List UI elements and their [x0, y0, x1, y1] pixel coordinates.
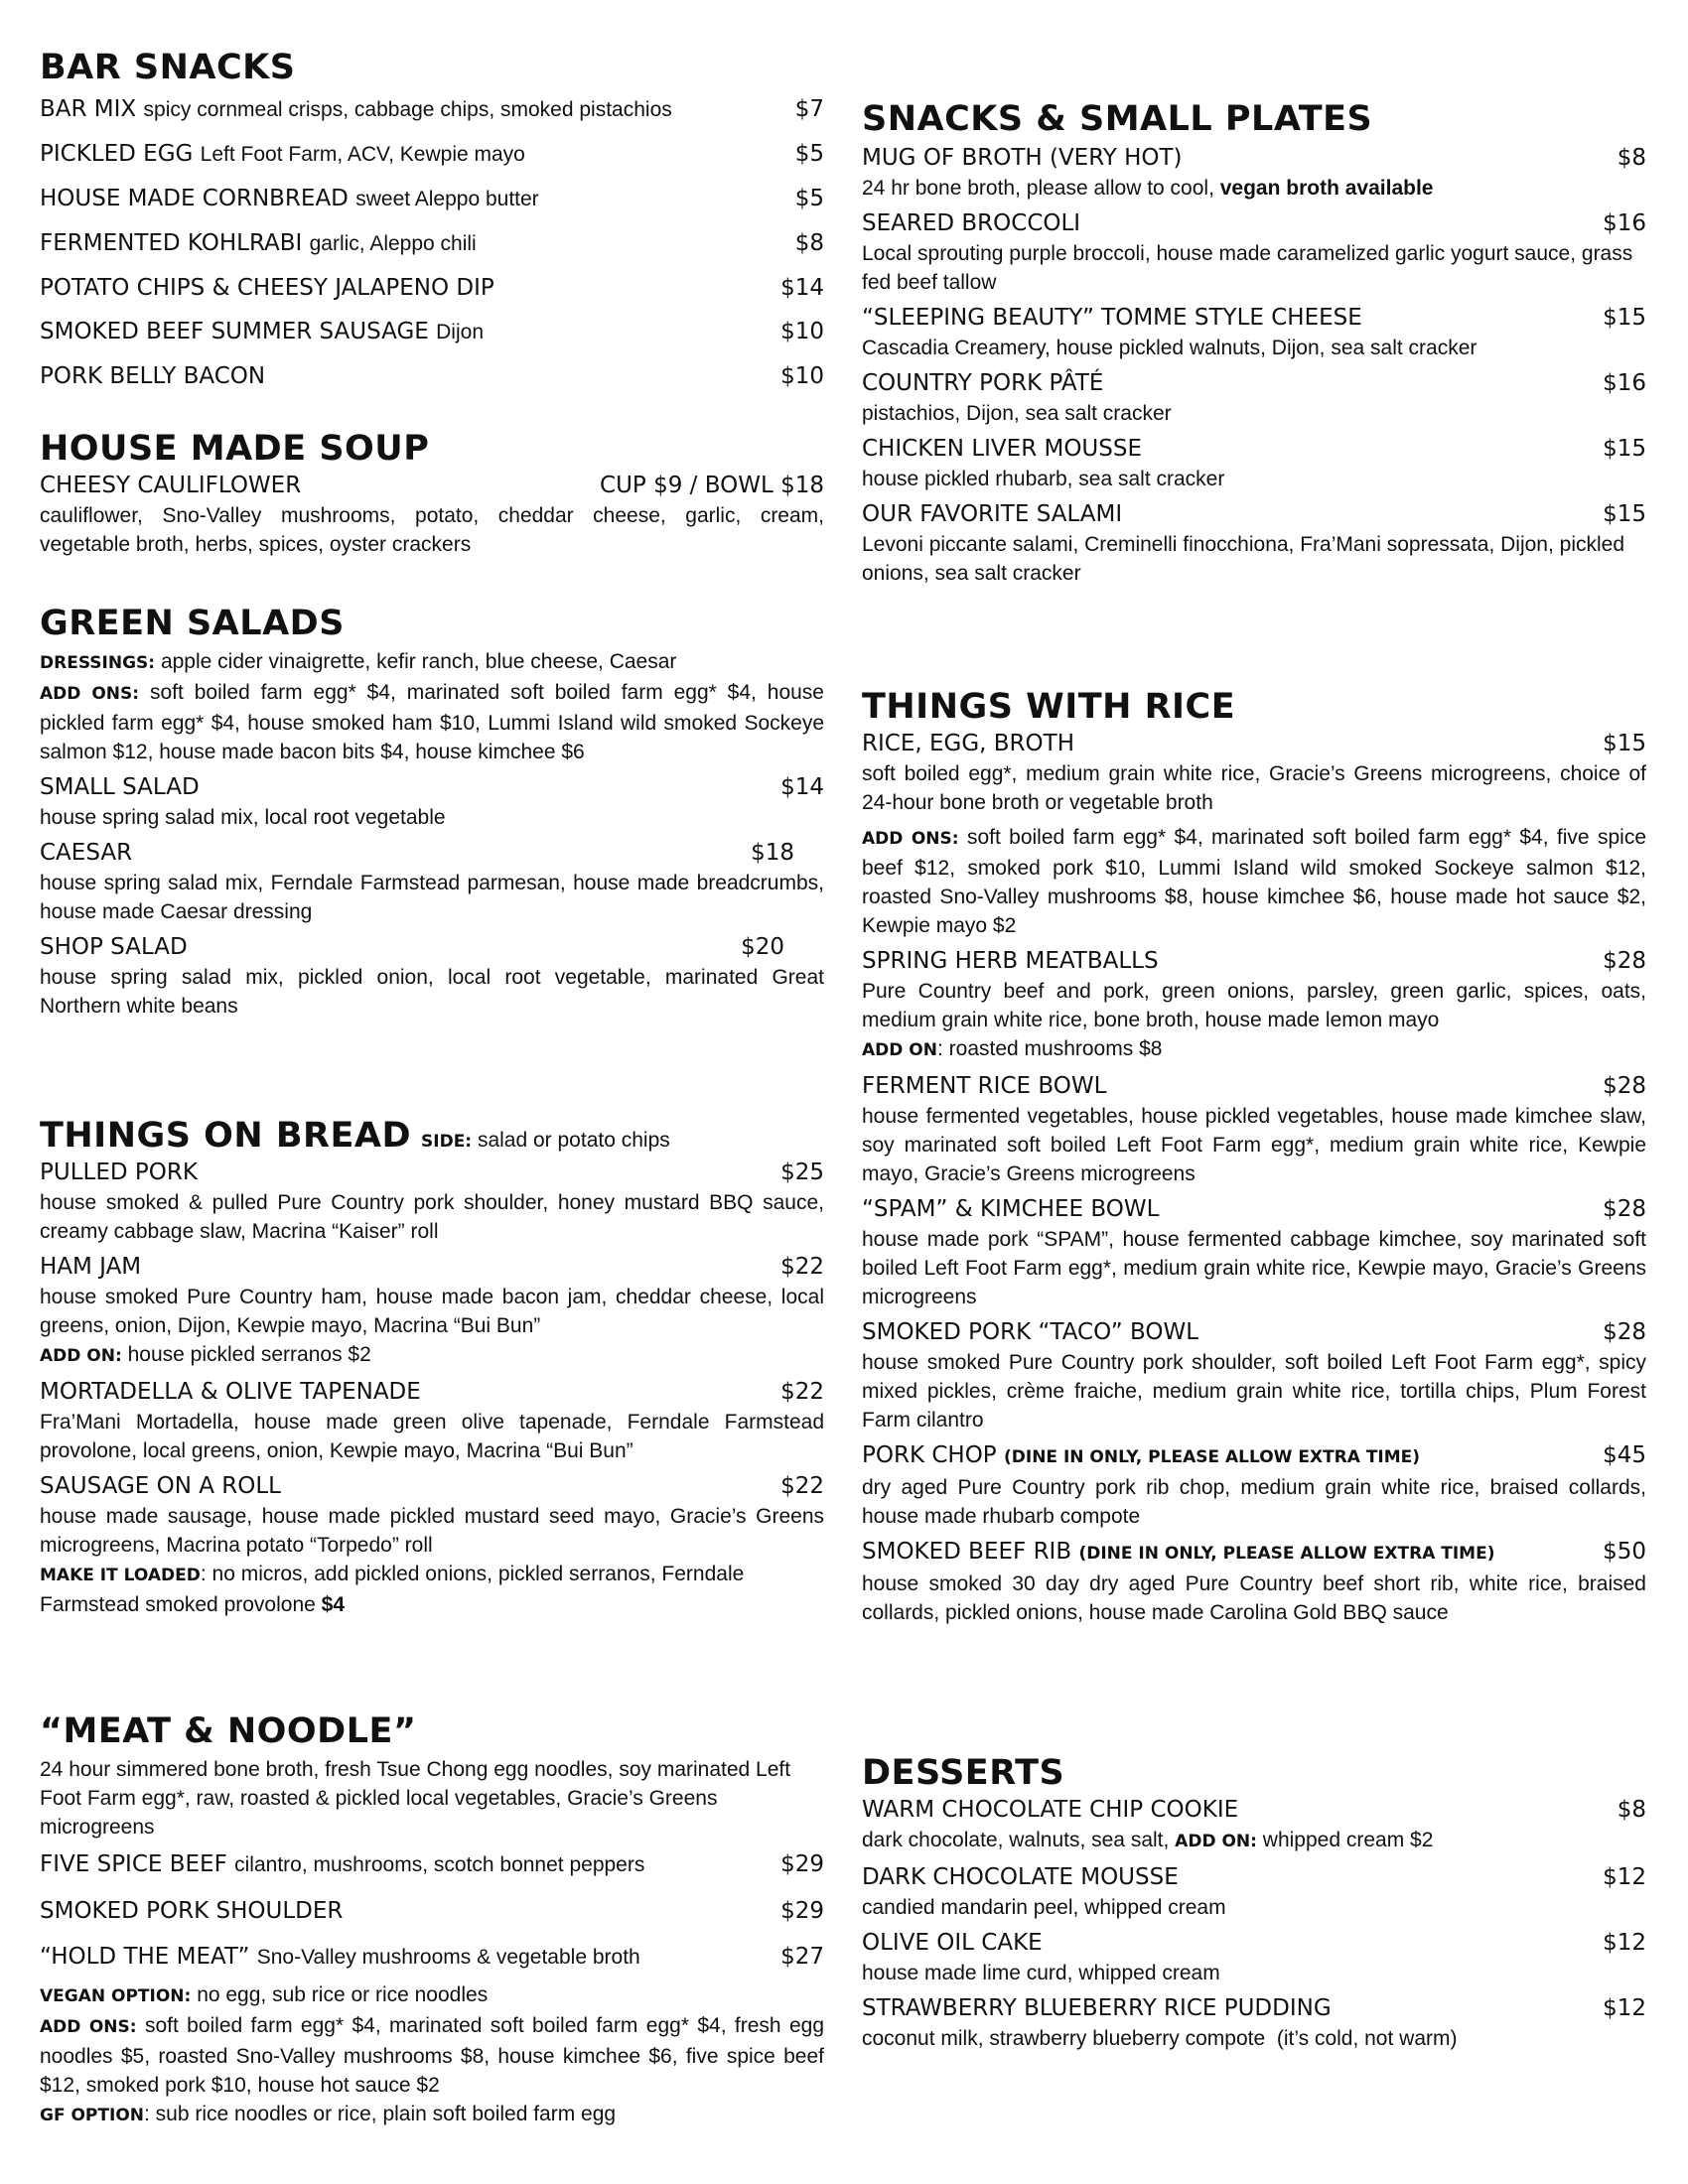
menu-item: MORTADELLA & OLIVE TAPENADE $22 Fra’Mani Mortadella, house made green olive tapenade, Ferndale Farmstead provolone, local greens, onion, Kewpie mayo, Macrina “Bui Bun” — [40, 1379, 824, 1462]
menu-item: FERMENT RICE BOWL $28 house fermented vegetables, house pickled vegetables, house made kimchee slaw, soy marinated soft boiled Left Foot Farm egg*, medium grain white rice, Kewpie mayo, Gracie’s Greens microgreens — [862, 1073, 1646, 1185]
menu-item: “HOLD THE MEAT” Sno-Valley mushrooms & vegetable broth $27 — [40, 1944, 824, 1970]
menu-item: SEARED BROCCOLI $16 Local sprouting purple broccoli, house made caramelized garlic yogurt sauce, grass fed beef tallow — [862, 210, 1646, 294]
addons-line: ADD ONS: soft boiled farm egg* $4, marinated soft boiled farm egg* $4, five spice beef $12, smoked pork $10, Lummi Island wild smoked Sockeye salmon $12, roasted Sno-Valley mushrooms $8, house kimchee $6, house made hot sauce $2, Kewpie mayo $2 — [862, 826, 1646, 937]
section-title: HOUSE MADE SOUP — [40, 429, 430, 469]
vegan-option: VEGAN OPTION: no egg, sub rice or rice noodles — [40, 1983, 489, 2006]
menu-item: PICKLED EGG Left Foot Farm, ACV, Kewpie mayo $5 — [40, 141, 824, 167]
addons-line: ADD ONS: soft boiled farm egg* $4, marinated soft boiled farm egg* $4, house pickled farm egg* $4, house smoked ham $10, Lummi Island wild smoked Sockeye salmon $12, house made bacon bits $4, house kimchee $6 — [40, 681, 824, 763]
menu-item: FERMENTED KOHLRABI garlic, Aleppo chili $8 — [40, 230, 824, 256]
green-salads-section — [40, 602, 824, 1026]
section-title: SNACKS & SMALL PLATES — [862, 99, 1373, 139]
menu-item: SMALL SALAD $14 house spring salad mix, local root vegetable — [40, 774, 824, 829]
menu-item: MUG OF BROTH (VERY HOT) $8 24 hr bone broth, please allow to cool, vegan broth available — [862, 145, 1646, 200]
section-title: GREEN SALADS — [40, 604, 345, 643]
menu-item: HOUSE MADE CORNBREAD sweet Aleppo butter $5 — [40, 186, 824, 211]
menu-item: “SLEEPING BEAUTY” TOMME STYLE CHEESE $15 Cascadia Creamery, house pickled walnuts, Dijon, sea salt cracker — [862, 305, 1646, 359]
menu-item: SMOKED BEEF RIB (DINE IN ONLY, PLEASE ALLOW EXTRA TIME) $50 house smoked 30 day dry aged Pure Country beef short rib, white rice, braised collards, pickled onions, house made Carolina Gold BBQ sauce — [862, 1539, 1646, 1624]
menu-item: CHICKEN LIVER MOUSSE $15 house pickled rhubarb, sea salt cracker — [862, 436, 1646, 490]
menu-item: SMOKED PORK SHOULDER $29 — [40, 1898, 824, 1924]
menu-item: HAM JAM $22 house smoked Pure Country ham, house made bacon jam, cheddar cheese, local greens, onion, Dijon, Kewpie mayo, Macrina “Bui Bun” ADD ON: house pickled serranos $2 — [40, 1254, 824, 1366]
section-title: THINGS WITH RICE — [862, 687, 1236, 727]
menu-item: OLIVE OIL CAKE $12 house made lime curd, whipped cream — [862, 1930, 1646, 1984]
menu-item: STRAWBERRY BLUEBERRY RICE PUDDING $12 coconut milk, strawberry blueberry compote (it’s cold, not warm) — [862, 1995, 1646, 2050]
menu-item: WARM CHOCOLATE CHIP COOKIE $8 dark chocolate, walnuts, sea salt, ADD ON: whipped cream $2 — [862, 1797, 1646, 1851]
small-plates-section — [862, 97, 1646, 594]
desserts-section — [862, 1751, 1646, 2059]
menu-item: RICE, EGG, BROTH $15 soft boiled egg*, medium grain white rice, Gracie’s Greens microgreens, choice of 24-hour bone broth or vegetable broth — [862, 731, 1646, 814]
things-on-bread-section — [40, 1114, 824, 1625]
menu-item: POTATO CHIPS & CHEESY JALAPENO DIP $14 — [40, 275, 824, 301]
section-title: DESSERTS — [862, 1753, 1065, 1793]
section-title: “MEAT & NOODLE” — [40, 1711, 417, 1751]
dressings-line: DRESSINGS: apple cider vinaigrette, kefir ranch, blue cheese, Caesar — [40, 650, 677, 673]
menu-item: PORK CHOP (DINE IN ONLY, PLEASE ALLOW EXTRA TIME) $45 dry aged Pure Country pork rib chop, medium grain white rice, braised collards, house made rhubarb compote — [862, 1442, 1646, 1528]
item-description: cauliflower, Sno-Valley mushrooms, potato, cheddar cheese, garlic, cream, vegetable broth, herbs, spices, oyster crackers — [40, 504, 824, 556]
menu-item: BAR MIX spicy cornmeal crisps, cabbage chips, smoked pistachios $7 — [40, 96, 824, 122]
menu-item: OUR FAVORITE SALAMI $15 Levoni piccante salami, Creminelli finocchiona, Fra’Mani sopressata, Dijon, pickled onions, sea salt cracker — [862, 501, 1646, 585]
bar-snacks-section — [40, 46, 824, 398]
things-with-rice-section — [862, 685, 1646, 1633]
menu-item: CAESAR $18 house spring salad mix, Ferndale Farmstead parmesan, house made breadcrumbs, house made Caesar dressing — [40, 840, 824, 923]
menu-item: PORK BELLY BACON $10 — [40, 363, 824, 389]
gf-option: GF OPTION: sub rice noodles or rice, plain soft boiled farm egg — [40, 2103, 617, 2125]
section-title: BAR SNACKS — [40, 48, 296, 87]
menu-item: SMOKED PORK “TACO” BOWL $28 house smoked Pure Country pork shoulder, soft boiled Left Foot Farm egg*, spicy mixed pickles, crème fraiche, medium grain white rice, tortilla chips, Plum Forest Farm cilantro — [862, 1319, 1646, 1432]
menu-item: SHOP SALAD $20 house spring salad mix, pickled onion, local root vegetable, marinated Great Northern white beans — [40, 934, 824, 1018]
menu-item: SPRING HERB MEATBALLS $28 Pure Country beef and pork, green onions, parsley, green garlic, spices, oats, medium grain white rice, bone broth, house made lemon mayo ADD ON: roasted mushrooms $8 — [862, 948, 1646, 1060]
meat-and-noodle-section — [40, 1709, 824, 2130]
addons-line: ADD ONS: soft boiled farm egg* $4, marinated soft boiled farm egg* $4, fresh egg noodles $5, roasted Sno-Valley mushrooms $8, house kimchee $6, five spice beef $12, smoked pork $10, house hot sauce $2 — [40, 2014, 825, 2097]
menu-item: SAUSAGE ON A ROLL $22 house made sausage, house made pickled mustard seed mayo, Gracie’s Greens microgreens, Macrina potato “Torpedo” roll MAKE IT LOADED: no micros, add pickled onions, pickled serranos, Ferndale Farmstead smoked provolone $4 — [40, 1473, 824, 1616]
side-note: SIDE: salad or potato chips — [421, 1129, 670, 1152]
menu-item: DARK CHOCOLATE MOUSSE $12 candied mandarin peel, whipped cream — [862, 1864, 1646, 1919]
menu-item: COUNTRY PORK PÂTÉ $16 pistachios, Dijon, sea salt cracker — [862, 370, 1646, 425]
menu-item: SMOKED BEEF SUMMER SAUSAGE Dijon $10 — [40, 319, 824, 344]
section-intro: 24 hour simmered bone broth, fresh Tsue Chong egg noodles, soy marinated Left Foot Farm egg*, raw, roasted & pickled local vegetables, Gracie’s Greens microgreens — [40, 1758, 791, 1839]
soup-section — [40, 427, 824, 559]
menu-item: PULLED PORK $25 house smoked & pulled Pure Country pork shoulder, honey mustard BBQ sauce, creamy cabbage slaw, Macrina “Kaiser” roll — [40, 1160, 824, 1243]
menu-item: CHEESY CAULIFLOWER CUP $9 / BOWL $18 — [40, 473, 824, 498]
section-title: THINGS ON BREAD — [40, 1116, 412, 1156]
menu-item: FIVE SPICE BEEF cilantro, mushrooms, scotch bonnet peppers $29 — [40, 1851, 824, 1877]
menu-item: “SPAM” & KIMCHEE BOWL $28 house made pork “SPAM”, house fermented cabbage kimchee, soy marinated soft boiled Left Foot Farm egg*, medium grain white rice, Kewpie mayo, Gracie’s Greens microgreens — [862, 1196, 1646, 1308]
